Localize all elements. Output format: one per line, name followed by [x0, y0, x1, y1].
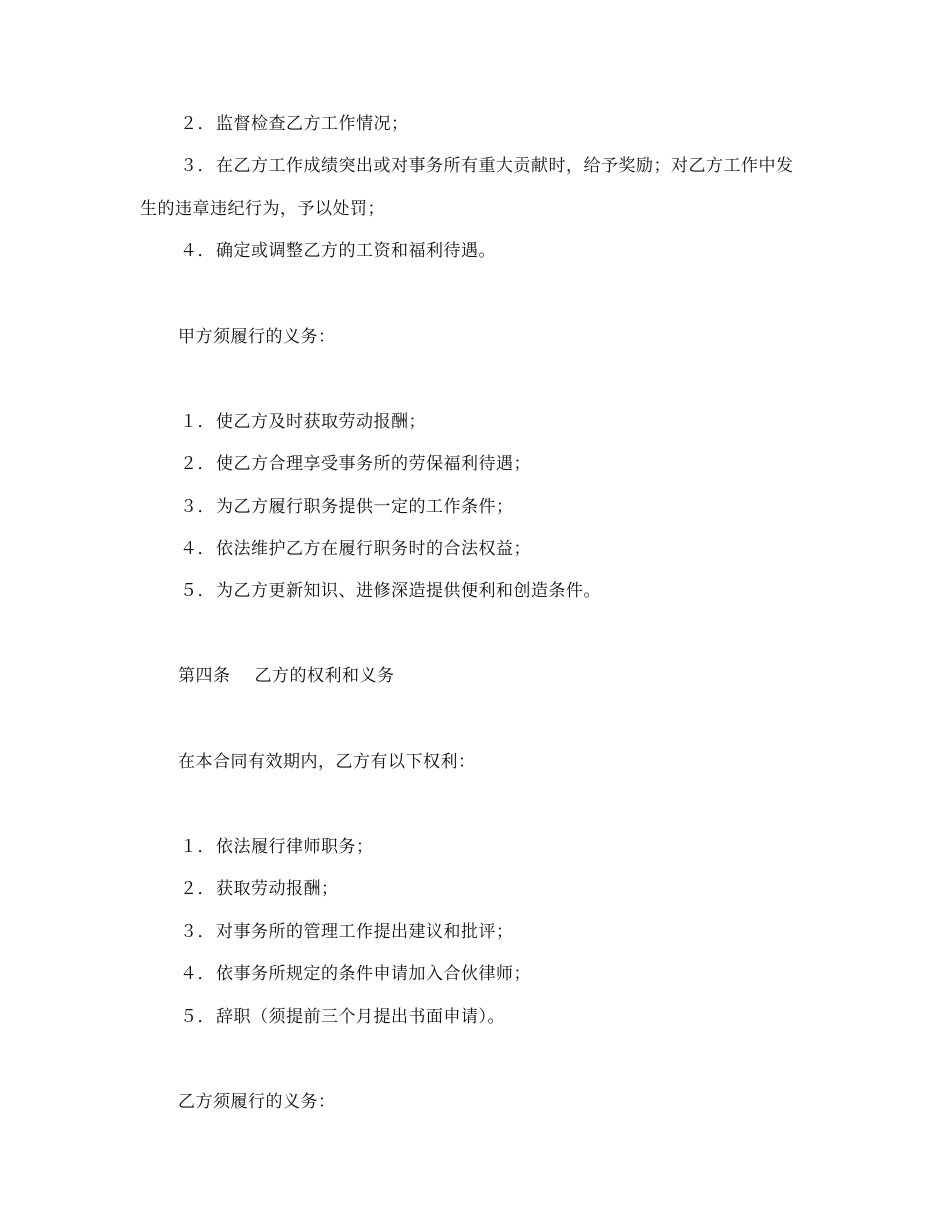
item-text: 确定或调整乙方的工资和福利待遇。	[216, 241, 496, 261]
article-label: 第四条	[178, 666, 231, 686]
item-number: ５．	[180, 1007, 215, 1027]
item-number: ４．	[180, 539, 215, 559]
employee-right-item	[180, 836, 374, 858]
item-number: １．	[180, 837, 215, 857]
item-text: 监督检查乙方工作情况；	[216, 114, 409, 134]
item-number: ３．	[180, 156, 215, 176]
item-text: 依法维护乙方在履行职务时的合法权益；	[216, 539, 531, 559]
item-text: 对事务所的管理工作提出建议和批评；	[216, 922, 514, 942]
employer-duty-item	[180, 411, 426, 433]
employer-duty-item	[180, 496, 514, 518]
item-number: ４．	[180, 964, 215, 984]
employer-right-item	[180, 155, 794, 177]
item-number: ２．	[180, 879, 215, 899]
employer-right-item-continuation: 生的违章违纪行为，予以处罚；	[140, 199, 385, 219]
article-title: 乙方的权利和义务	[254, 666, 395, 686]
item-text: 使乙方及时获取劳动报酬；	[216, 412, 426, 432]
employer-duty-item	[180, 538, 531, 560]
item-text: 为乙方更新知识、进修深造提供便利和创造条件。	[216, 581, 601, 601]
employee-duties-heading: 乙方须履行的义务：	[178, 1092, 336, 1112]
employer-duties-heading: 甲方须履行的义务：	[178, 327, 336, 347]
article-heading	[178, 665, 395, 687]
item-number: ２．	[180, 454, 215, 474]
employee-right-item	[180, 921, 514, 943]
item-text: 获取劳动报酬；	[216, 879, 339, 899]
item-number: ２．	[180, 114, 215, 134]
employee-right-item	[180, 963, 531, 985]
item-text: 为乙方履行职务提供一定的工作条件；	[216, 497, 514, 517]
item-number: ３．	[180, 922, 215, 942]
item-number: ５．	[180, 581, 215, 601]
item-number: ３．	[180, 497, 215, 517]
item-text: 依事务所规定的条件申请加入合伙律师；	[216, 964, 531, 984]
employer-right-item	[180, 113, 409, 135]
employer-duty-item	[180, 453, 531, 475]
item-text: 在乙方工作成绩突出或对事务所有重大贡献时，给予奖励；对乙方工作中发	[216, 156, 794, 176]
item-text: 依法履行律师职务；	[216, 837, 374, 857]
employee-right-item	[180, 1006, 505, 1028]
employer-duty-item	[180, 580, 601, 602]
item-number: ４．	[180, 241, 215, 261]
employee-rights-heading: 在本合同有效期内，乙方有以下权利：	[178, 752, 476, 772]
employer-right-item	[180, 240, 496, 262]
item-number: １．	[180, 412, 215, 432]
item-text: 使乙方合理享受事务所的劳保福利待遇；	[216, 454, 531, 474]
employee-right-item	[180, 878, 339, 900]
item-text: 辞职（须提前三个月提出书面申请）。	[216, 1007, 505, 1027]
